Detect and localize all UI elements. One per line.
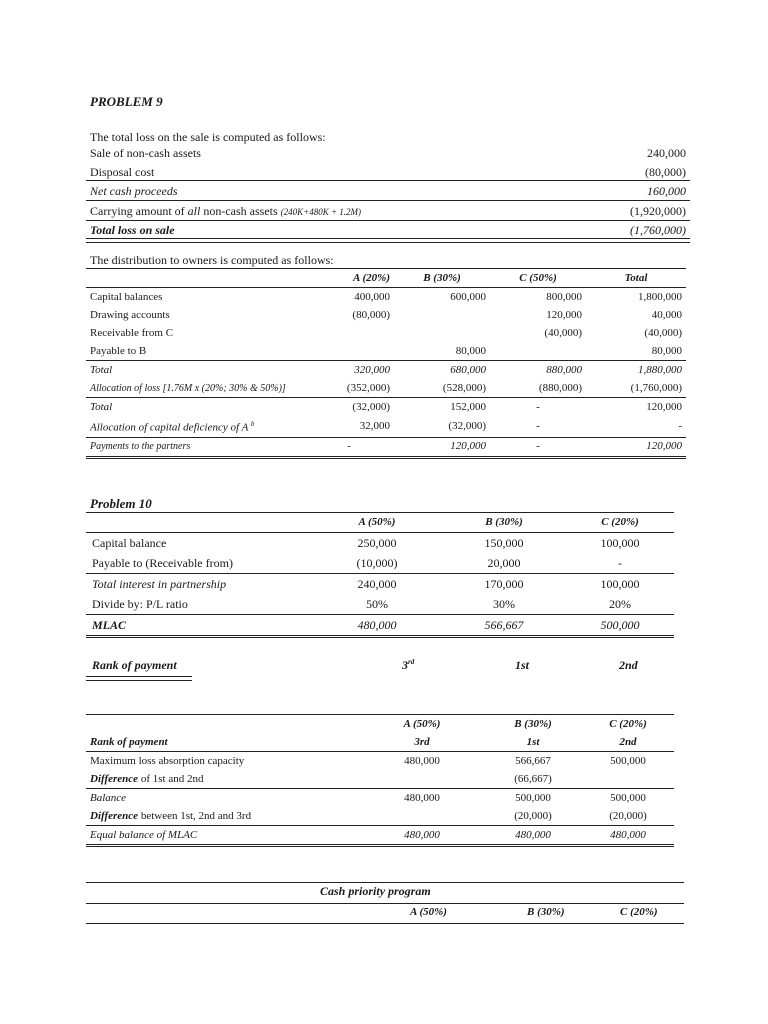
col-header-total: Total	[624, 271, 648, 284]
rank-a: 3rd	[402, 658, 415, 672]
table-row: Difference between 1st, 2nd and 3rd (20,000) (20,000)	[86, 807, 674, 826]
table-header-row	[86, 715, 674, 734]
rank-of-payment-row: Rank of payment 3rd 1st 2nd	[92, 658, 638, 672]
table-row: Total 320,000 680,000 880,000 1,880,000	[90, 363, 682, 376]
col-header-a: A (50%)	[403, 718, 441, 730]
table-row: Difference of 1st and 2nd (66,667)	[86, 770, 674, 789]
divider	[86, 923, 684, 924]
problem10-title: Problem 10	[90, 496, 152, 511]
rank-table	[86, 714, 674, 847]
col-header-a: A (20%)	[353, 271, 390, 284]
col-header-c: C (20%)	[601, 516, 639, 528]
mlac-table	[86, 512, 674, 638]
double-rule	[86, 238, 690, 243]
table-row: Capital balance 250,000 150,000 100,000	[92, 536, 640, 550]
col-header-c: C (50%)	[519, 271, 557, 284]
loss-total-row: Total loss on sale (1,760,000)	[90, 223, 686, 237]
loss-row: Sale of non-cash assets 240,000	[90, 146, 686, 160]
table-header-row	[86, 269, 686, 288]
divider	[86, 903, 684, 904]
table-row: Allocation of capital deficiency of A $^b$ 32,000 (32,000) - -	[86, 416, 686, 437]
col-header-b: B (30%)	[514, 718, 552, 730]
col-header-c: C (20%)	[620, 906, 658, 918]
col-header-a: A (50%)	[358, 516, 396, 528]
table-row: Total interest in partnership 240,000 170,000 100,000	[92, 577, 640, 591]
table-row: Allocation of loss [1.76M x (20%; 30% & 50%)] (352,000) (528,000) (880,000) (1,760,000)	[86, 379, 686, 398]
table-row: Capital balances 400,000 600,000 800,000 1,800,000	[90, 290, 682, 303]
col-header-a: A (50%)	[410, 906, 447, 918]
table-row: Divide by: P/L ratio 50% 30% 20%	[86, 594, 674, 615]
table-row: Drawing accounts (80,000) 120,000 40,000	[90, 308, 682, 321]
table-row: Receivable from C (40,000) (40,000)	[90, 326, 682, 339]
loss-row: Disposal cost (80,000)	[90, 165, 686, 179]
col-header-b: B (30%)	[423, 271, 461, 284]
distribution-table	[86, 268, 686, 459]
rank-b: 1st	[515, 658, 530, 672]
divider	[86, 180, 690, 181]
divider	[86, 882, 684, 883]
double-rule	[86, 676, 192, 681]
table-row: Payable to (Receivable from) (10,000) 20,000 -	[86, 553, 674, 574]
table-row: Maximum loss absorption capacity 480,000 566,667 500,000	[90, 755, 646, 767]
table-row: Payable to B 80,000 80,000	[86, 342, 686, 361]
distribution-intro: The distribution to owners is computed as follows:	[90, 253, 334, 267]
table-header-row	[86, 512, 674, 533]
table-row: Equal balance of MLAC 480,000 480,000 480,000	[86, 826, 674, 846]
divider	[86, 200, 690, 201]
loss-intro: The total loss on the sale is computed as follows:	[90, 130, 326, 144]
rank-c: 2nd	[619, 658, 638, 672]
table-row: Balance 480,000 500,000 500,000	[90, 792, 646, 804]
col-header-b: B (30%)	[527, 906, 565, 918]
table-row: Payments to the partners - 120,000 - 120,000	[86, 437, 686, 457]
table-row: Rank of payment 3rd 1st 2nd	[86, 733, 674, 752]
loss-row: Net cash proceeds 160,000	[90, 184, 686, 198]
col-header-b: B (30%)	[485, 516, 523, 528]
loss-row: Carrying amount of all non-cash assets (240K+480K + 1.2M) (1,920,000)	[90, 204, 686, 218]
problem9-title: PROBLEM 9	[90, 94, 163, 109]
table-row: Total (32,000) 152,000 - 120,000	[90, 400, 682, 413]
col-header-c: C (20%)	[609, 718, 647, 730]
cash-priority-title: Cash priority program	[320, 884, 431, 898]
table-row: MLAC 480,000 566,667 500,000	[86, 615, 674, 637]
